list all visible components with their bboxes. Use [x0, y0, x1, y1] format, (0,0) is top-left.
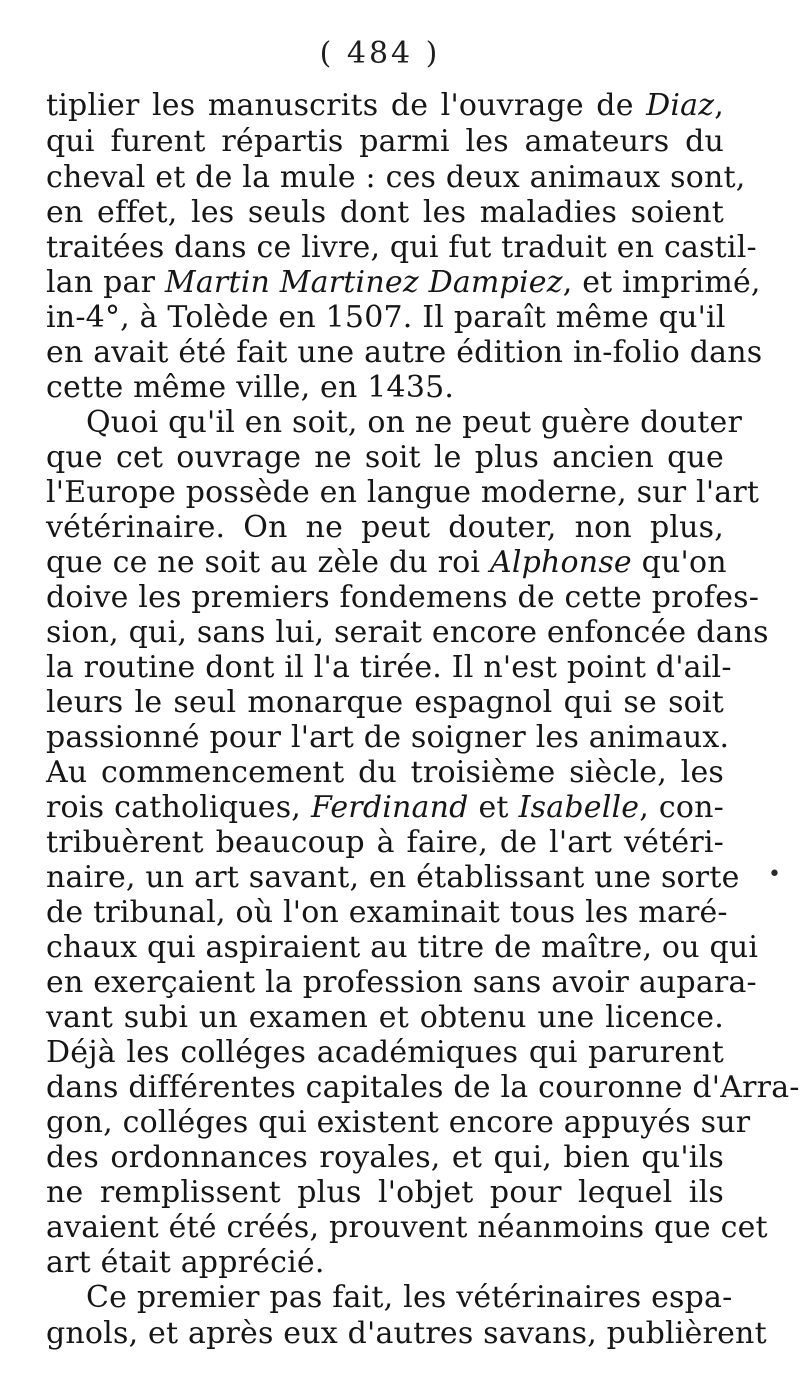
- text-segment: doive les premiers fondemens de cette profes-: [46, 580, 760, 615]
- text-line: [46, 195, 724, 231]
- text-segment: in-4°, à Tolède en 1507. Il paraît même qu'il: [46, 300, 726, 335]
- text-line: [46, 1105, 751, 1141]
- text-line: [46, 1175, 724, 1211]
- text-segment: rois catholiques,: [46, 790, 311, 825]
- text-line: [46, 755, 724, 791]
- italic-name: Ferdinand: [310, 790, 469, 825]
- text-segment: cette même ville, en 1435.: [46, 370, 455, 405]
- text-line: [86, 1280, 733, 1316]
- text-segment: Déjà les colléges académiques qui parurent: [46, 1035, 724, 1070]
- text-segment: art était apprécié.: [46, 1245, 325, 1280]
- text-segment: ,: [714, 88, 724, 123]
- text-line: [46, 685, 724, 721]
- text-segment: dans différentes capitales de la couronne d'Arra-: [46, 1070, 800, 1105]
- text-segment: des ordonnances royales, et qui, bien qu'ils: [46, 1140, 724, 1175]
- text-line: [46, 88, 724, 124]
- text-line: [46, 1070, 800, 1106]
- text-line: [46, 965, 757, 1001]
- text-line: [46, 1035, 724, 1071]
- text-segment: qu'on: [631, 545, 727, 580]
- text-line: [46, 160, 746, 196]
- text-segment: vant subi un examen et obtenu une licence.: [46, 1000, 724, 1035]
- text-segment: , et imprimé,: [562, 265, 761, 300]
- italic-name: Diaz: [646, 88, 715, 123]
- text-segment: chaux qui aspiraient au titre de maître, ou qui: [46, 930, 759, 965]
- text-line: [46, 720, 730, 756]
- text-line: [46, 335, 763, 371]
- text-line: [46, 1245, 724, 1281]
- text-line: [46, 1140, 724, 1176]
- margin-dot-icon: •: [768, 862, 781, 887]
- italic-name: Alphonse: [489, 545, 632, 580]
- text-segment: et: [468, 790, 519, 825]
- text-line: [46, 580, 760, 616]
- text-segment: passionné pour l'art de soigner les animaux.: [46, 720, 730, 755]
- text-line: [46, 895, 728, 931]
- text-line: [46, 1210, 768, 1246]
- text-segment: qui furent répartis parmi les amateurs du: [46, 124, 724, 159]
- italic-name: Isabelle: [518, 790, 640, 825]
- text-segment: que ce ne soit au zèle du roi: [46, 545, 490, 580]
- text-segment: , con-: [639, 790, 725, 825]
- text-line: [46, 440, 724, 476]
- text-line: [46, 510, 724, 546]
- text-line: [46, 1000, 724, 1036]
- text-segment: naire, un art savant, en établissant une sorte: [46, 860, 740, 895]
- text-segment: ne remplissent plus l'objet pour lequel ils: [46, 1175, 724, 1210]
- text-line: [46, 124, 724, 160]
- text-line: [46, 230, 757, 266]
- text-segment: lan par: [46, 265, 165, 300]
- text-segment: Quoi qu'il en soit, on ne peut guère douter: [86, 405, 743, 440]
- text-line: [46, 860, 740, 896]
- text-line: [46, 615, 769, 651]
- text-segment: l'Europe possède en langue moderne, sur l'art: [46, 475, 760, 510]
- text-line: [46, 650, 732, 686]
- page-number: ( 484 ): [319, 36, 441, 71]
- text-segment: en exerçaient la profession sans avoir aupara-: [46, 965, 757, 1000]
- text-segment: gon, colléges qui existent encore appuyés sur: [46, 1105, 751, 1140]
- text-segment: la routine dont il l'a tirée. Il n'est point d'ail-: [46, 650, 732, 685]
- text-segment: en effet, les seuls dont les maladies soient: [46, 195, 724, 230]
- text-line: [86, 405, 743, 441]
- text-line: [46, 300, 724, 336]
- text-line: [46, 1316, 767, 1352]
- text-line: [46, 370, 724, 406]
- text-segment: Au commencement du troisième siècle, les: [46, 755, 724, 790]
- text-segment: Ce premier pas fait, les vétérinaires espa-: [86, 1280, 733, 1315]
- text-line: [46, 265, 761, 301]
- text-segment: cheval et de la mule : ces deux animaux sont,: [46, 160, 746, 195]
- text-segment: gnols, et après eux d'autres savans, publièrent: [46, 1316, 767, 1351]
- text-segment: que cet ouvrage ne soit le plus ancien que: [46, 440, 724, 475]
- text-segment: avaient été créés, prouvent néanmoins que cet: [46, 1210, 768, 1245]
- text-segment: tiplier les manuscrits de l'ouvrage de: [46, 88, 647, 123]
- text-line: [46, 790, 724, 826]
- text-line: [46, 930, 759, 966]
- text-segment: leurs le seul monarque espagnol qui se soit: [46, 685, 724, 720]
- text-line: [46, 475, 760, 511]
- text-line: [46, 545, 727, 581]
- text-segment: sion, qui, sans lui, serait encore enfoncée dans: [46, 615, 769, 650]
- text-segment: tribuèrent beaucoup à faire, de l'art vétéri-: [46, 825, 724, 860]
- text-line: [46, 825, 724, 861]
- text-segment: traitées dans ce livre, qui fut traduit en castil-: [46, 230, 757, 265]
- text-segment: vétérinaire. On ne peut douter, non plus,: [46, 510, 724, 545]
- italic-name: Martin Martinez Dampiez: [164, 265, 563, 300]
- text-segment: de tribunal, où l'on examinait tous les maré-: [46, 895, 728, 930]
- text-segment: en avait été fait une autre édition in-folio dans: [46, 335, 763, 370]
